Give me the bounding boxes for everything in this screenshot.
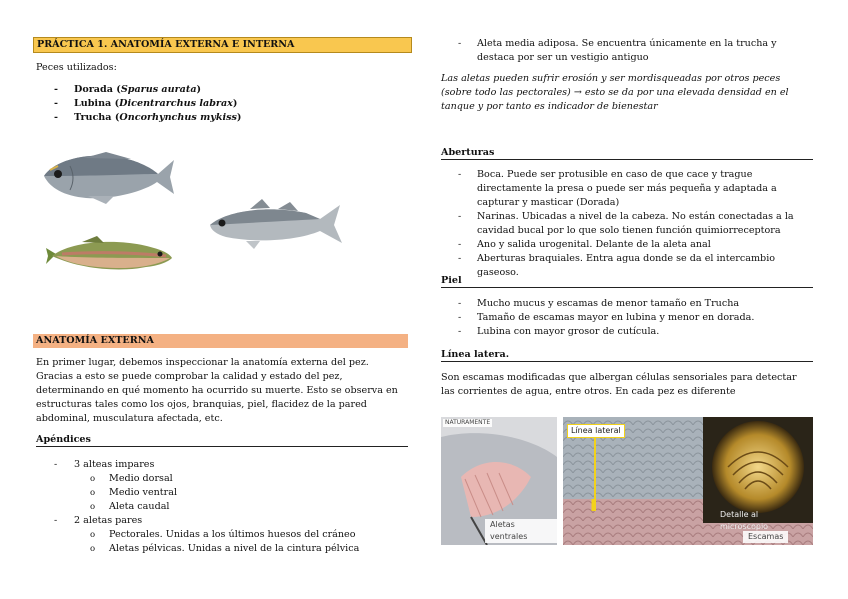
section-title-openings: Aberturas [441, 146, 813, 160]
section-title-lateral-line: Línea latera. [441, 348, 813, 362]
fins-note: Las aletas pueden sufrir erosión y ser mordisqueadas por otros peces (sobre todo las pectorales) → esto se da por una elevada densidad en el tanque y por tanto es indicador de bienestar [441, 73, 789, 112]
lateral-line-label: Línea lateral [567, 424, 625, 438]
fish-list [36, 83, 410, 125]
lateral-line-pointer [594, 435, 596, 511]
list-item: o Medio dorsal [36, 472, 410, 486]
section-title-appendices: Apéndices [36, 433, 408, 447]
list-item: - Lubina (Dicentrarchus labrax) [36, 97, 410, 111]
list-item: - Boca. Puede ser protusible en caso de que cace y trague directamente la presa o puede ser más pequeña y adaptada a capturar y masticar (Dorada) [441, 168, 813, 210]
page-title-text: PRÁCTICA 1. ANATOMÍA EXTERNA E INTERNA [37, 39, 295, 50]
ventral-fins-label: Aletas ventrales [485, 519, 557, 543]
list-item: - Tamaño de escamas mayor en lubina y menor en dorada. [441, 311, 813, 325]
list-item: - Aberturas braquiales. Entra agua donde se da el intercambio gaseoso. [441, 252, 813, 280]
external-anatomy-paragraph: En primer lugar, debemos inspeccionar la anatomía externa del pez. Gracias a esto se puede comprobar la calidad y estado del pez, determinando en qué momento ha ocurrido su muerte. Esto se observa en estructuras tales como los ojos, branquias, piel, flacidez de la pared abdominal, musculatura afectada, etc. [36, 357, 398, 424]
trout-image [42, 234, 174, 278]
fish-section [36, 61, 410, 125]
sea-bass-image [206, 197, 344, 251]
scales-label: Escamas [743, 531, 788, 543]
list-item: - 2 aletas pares o Pectorales. Unidas a los últimos huesos del cráneo o Aletas pélvicas. Unidas a nivel de la cintura pélvica [36, 514, 410, 556]
list-item: - Mucho mucus y escamas de menor tamaño en Trucha [441, 297, 813, 311]
list-item: o Pectorales. Unidas a los últimos huesos del cráneo [36, 528, 410, 542]
list-item: - Aleta media adiposa. Se encuentra únicamente en la trucha y destaca por ser un vestigio antiguo [441, 37, 813, 65]
fish-intro: Peces utilizados: [36, 62, 117, 73]
section-title-skin: Piel [441, 274, 813, 288]
skin-list [441, 297, 813, 339]
ventral-fins-photo [441, 417, 557, 545]
list-item: - Ano y salida urogenital. Delante de la aleta anal [441, 238, 813, 252]
section-header-external-anatomy: ANATOMÍA EXTERNA [33, 334, 408, 348]
list-item: - Trucha (Oncorhynchus mykiss) [36, 111, 410, 125]
list-item: o Medio ventral [36, 486, 410, 500]
sea-bream-image [36, 146, 176, 208]
openings-list [441, 168, 813, 280]
list-item: - Dorada (Sparus aurata) [36, 83, 410, 97]
adipose-fin-item [441, 37, 813, 65]
photo-source-label: NATURAMENTE [445, 419, 491, 426]
lateral-line-paragraph: Son escamas modificadas que albergan células sensoriales para detectar las corrientes de agua, entre otros. En cada pez es diferente [441, 372, 797, 397]
list-item: - 3 alteas impares o Medio dorsal o Medio ventral o Aleta caudal [36, 458, 410, 514]
page-title [33, 37, 412, 53]
list-item: o Aletas pélvicas. Unidas a nivel de la cintura pélvica [36, 542, 410, 556]
list-item: o Aleta caudal [36, 500, 410, 514]
microscope-label: Detalle al microscopio [720, 510, 769, 531]
list-item: - Narinas. Ubicadas a nivel de la cabeza. No están conectadas a la cavidad bucal por lo que solo tienen función quimiorreceptora [441, 210, 813, 238]
list-item: - Lubina con mayor grosor de cutícula. [441, 325, 813, 339]
appendices-list [36, 458, 410, 556]
scales-photo [563, 417, 813, 545]
